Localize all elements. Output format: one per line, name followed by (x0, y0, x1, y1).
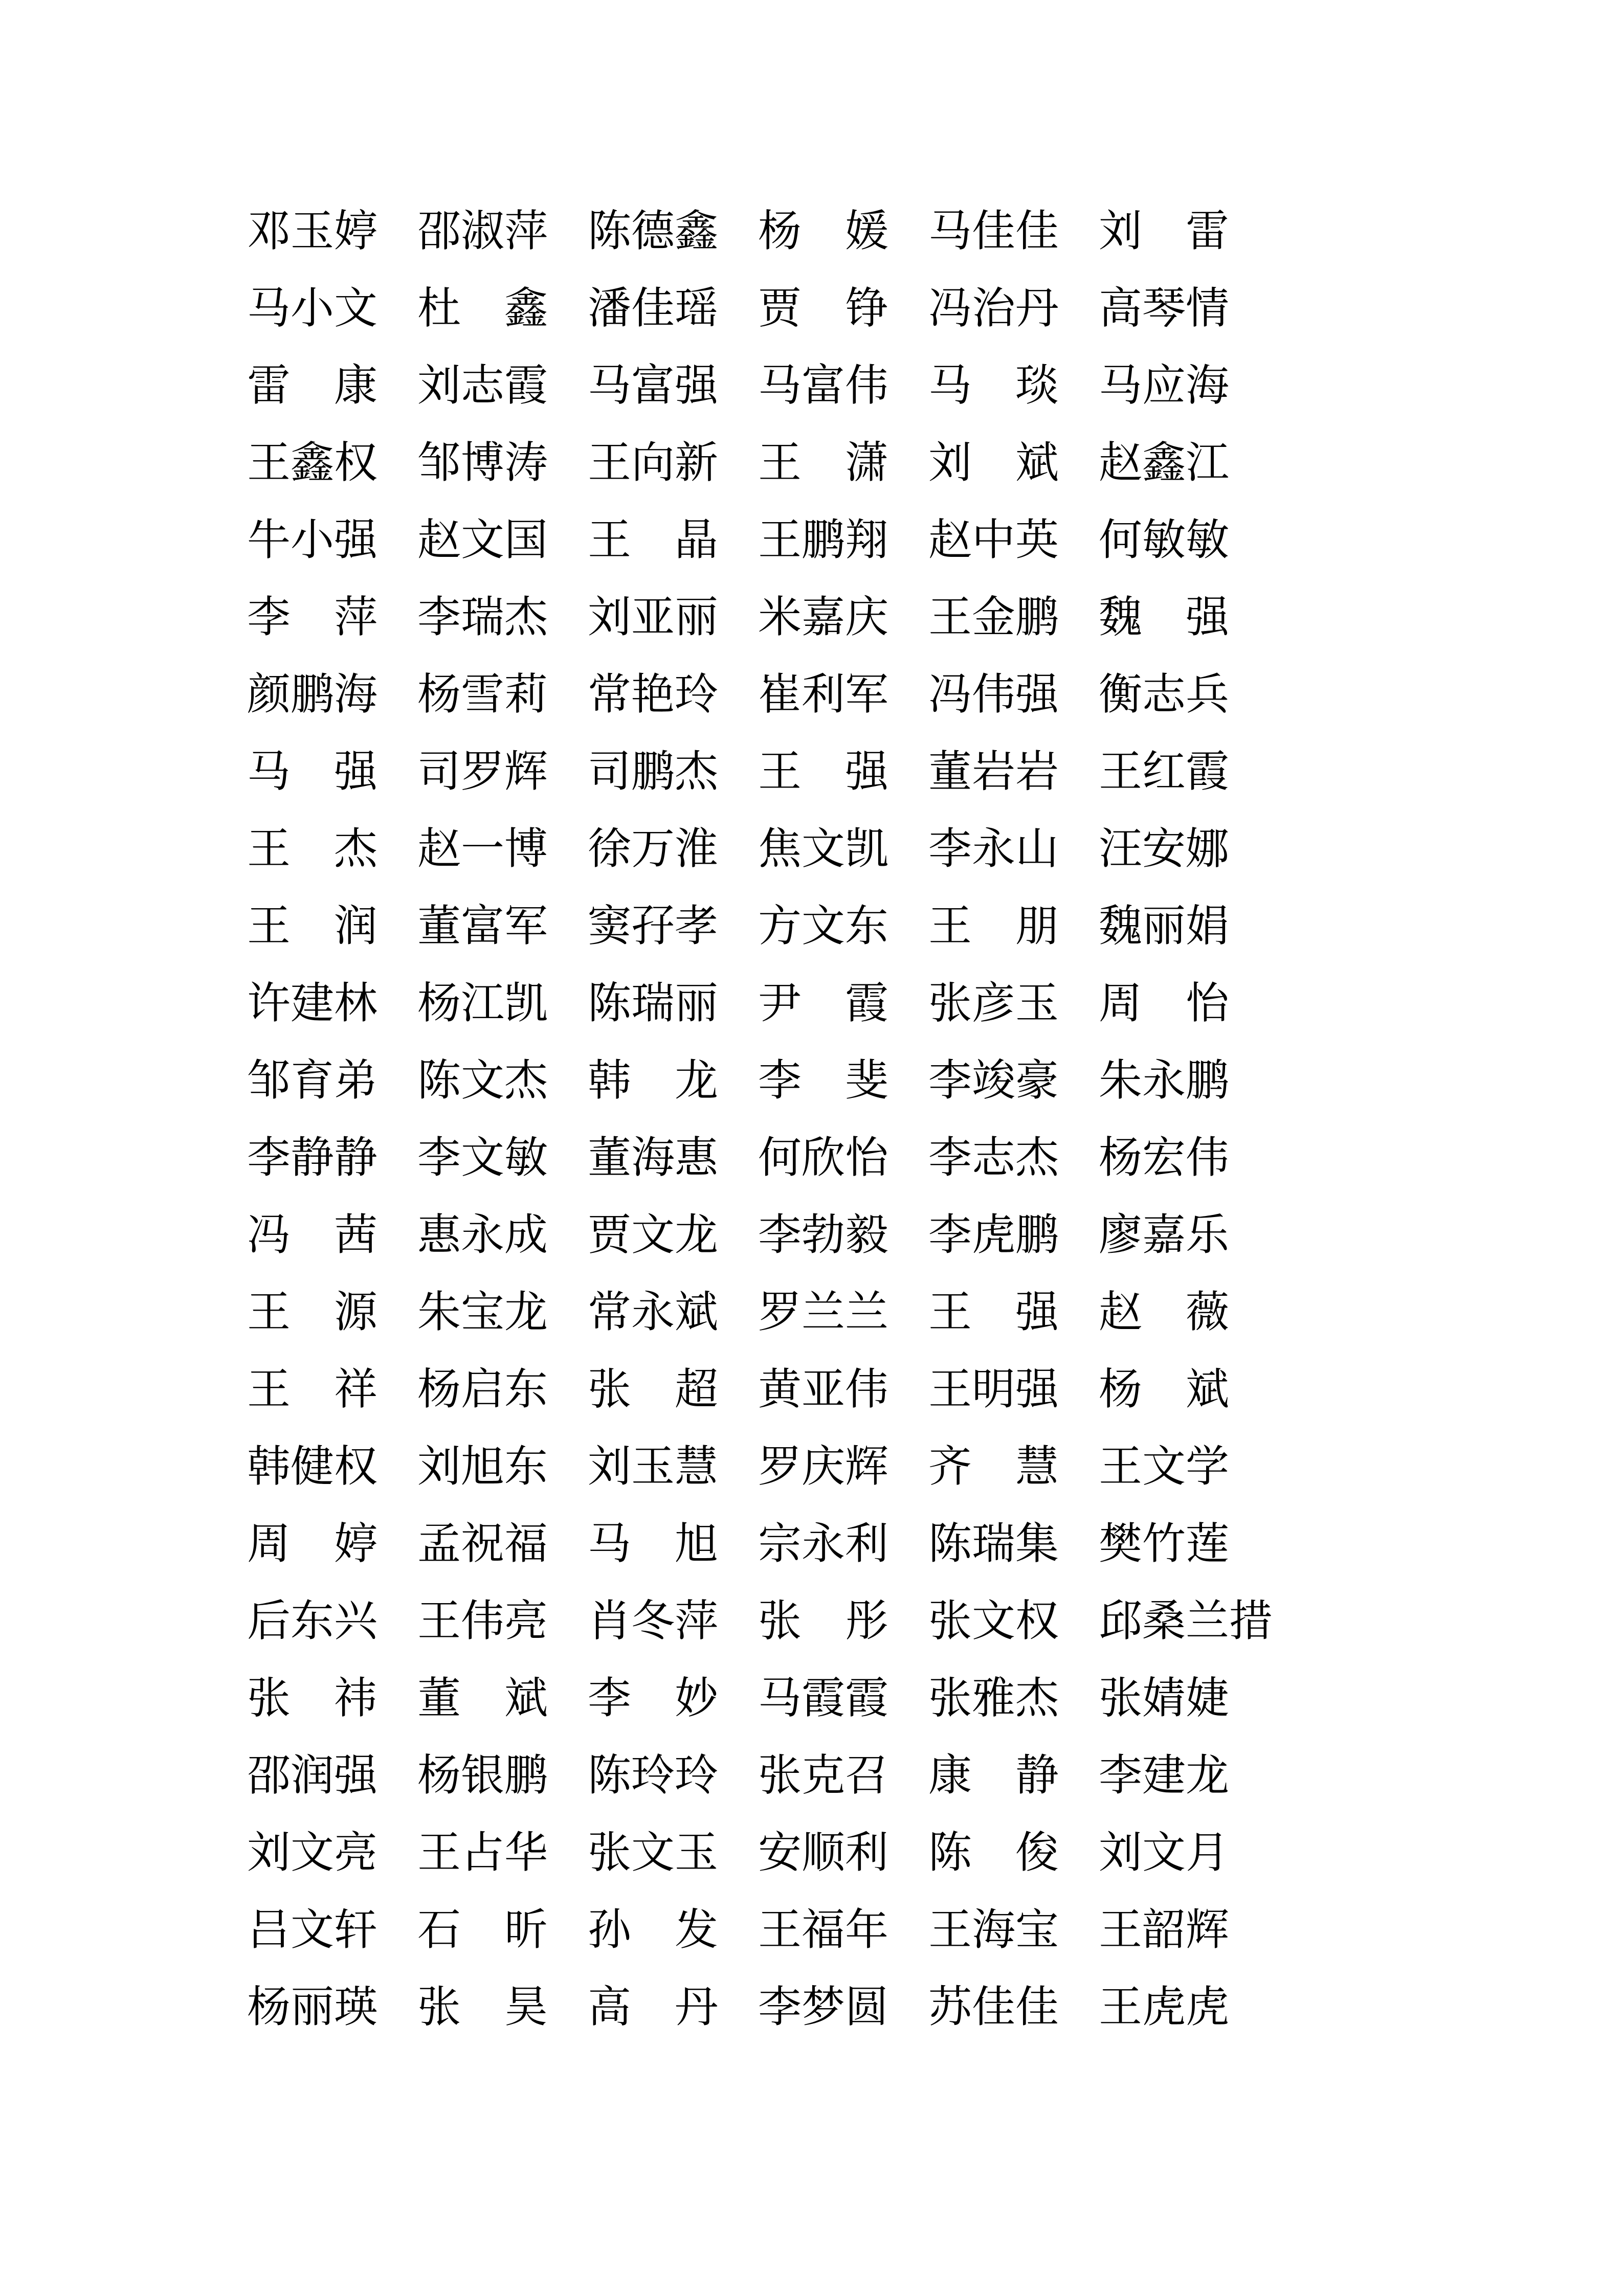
name-cell: 康 静 (928, 1752, 1059, 1800)
name-cell: 王明强 (928, 1366, 1059, 1414)
name-cell: 王 晶 (588, 516, 719, 565)
name-cell: 董岩岩 (928, 748, 1059, 796)
name-cell: 马 强 (247, 748, 378, 796)
name-cell: 张彦玉 (928, 980, 1059, 1028)
name-cell: 刘文月 (1099, 1829, 1230, 1877)
name-cell: 张雅杰 (928, 1675, 1059, 1723)
name-cell: 吕文轩 (247, 1906, 378, 1954)
name-cell: 刘亚丽 (588, 594, 719, 642)
name-cell: 雷 康 (247, 362, 378, 410)
name-cell: 陈 俊 (928, 1829, 1059, 1877)
name-cell: 张文权 (928, 1597, 1059, 1646)
name-cell: 焦文凯 (758, 825, 889, 873)
name-cell: 刘 雷 (1099, 208, 1230, 256)
name-cell: 董海惠 (588, 1134, 719, 1182)
name-cell: 司罗辉 (417, 748, 548, 796)
name-cell: 李虎鹏 (928, 1211, 1059, 1259)
name-cell: 潘佳瑶 (588, 285, 719, 333)
name-cell: 王 朋 (928, 903, 1059, 951)
name-cell: 汪安娜 (1099, 825, 1230, 873)
name-cell: 常艳玲 (588, 671, 719, 719)
name-cell: 韩健权 (247, 1443, 378, 1491)
name-cell: 安顺利 (758, 1829, 889, 1877)
name-cell: 张 超 (588, 1366, 719, 1414)
name-cell: 张克召 (758, 1752, 889, 1800)
name-cell: 陈文杰 (417, 1057, 548, 1105)
name-cell: 孟祝福 (417, 1520, 548, 1568)
name-cell: 王鹏翔 (758, 516, 889, 565)
name-cell: 邹育弟 (247, 1057, 378, 1105)
name-cell: 马富伟 (758, 362, 889, 410)
name-cell: 刘 斌 (928, 439, 1059, 487)
name-cell: 陈德鑫 (588, 208, 719, 256)
name-cell: 贾 铮 (758, 285, 889, 333)
name-cell: 贾文龙 (588, 1211, 719, 1259)
name-cell: 董 斌 (417, 1675, 548, 1723)
name-cell: 李竣豪 (928, 1057, 1059, 1105)
name-cell: 刘玉慧 (588, 1443, 719, 1491)
name-cell: 司鹏杰 (588, 748, 719, 796)
name-cell: 衡志兵 (1099, 671, 1230, 719)
name-cell: 米嘉庆 (758, 594, 889, 642)
name-cell: 王虎虎 (1099, 1984, 1230, 2032)
name-cell: 王伟亮 (417, 1597, 548, 1646)
name-cell: 马佳佳 (928, 208, 1059, 256)
name-cell: 张文玉 (588, 1829, 719, 1877)
name-cell: 张婧婕 (1099, 1675, 1230, 1723)
name-cell: 方文东 (758, 903, 889, 951)
name-grid (247, 193, 1273, 2046)
name-cell: 李静静 (247, 1134, 378, 1182)
name-cell: 赵 薇 (1099, 1289, 1230, 1337)
name-cell: 董富军 (417, 903, 548, 951)
name-cell: 陈瑞丽 (588, 980, 719, 1028)
name-cell: 冯 茜 (247, 1211, 378, 1259)
name-cell: 李永山 (928, 825, 1059, 873)
name-cell: 李勃毅 (758, 1211, 889, 1259)
name-cell: 杨雪莉 (417, 671, 548, 719)
name-cell: 陈玲玲 (588, 1752, 719, 1800)
name-cell: 赵文国 (417, 516, 548, 565)
name-cell: 王 潇 (758, 439, 889, 487)
name-cell: 王 杰 (247, 825, 378, 873)
name-cell: 周 婷 (247, 1520, 378, 1568)
name-cell: 杜 鑫 (417, 285, 548, 333)
name-cell: 王韶辉 (1099, 1906, 1230, 1954)
name-cell: 邵淑萍 (417, 208, 548, 256)
name-cell: 王金鹏 (928, 594, 1059, 642)
name-cell: 邹博涛 (417, 439, 548, 487)
name-cell: 刘文亮 (247, 1829, 378, 1877)
name-cell: 刘旭东 (417, 1443, 548, 1491)
name-cell: 肖冬萍 (588, 1597, 719, 1646)
name-cell: 樊竹莲 (1099, 1520, 1230, 1568)
name-cell: 王 润 (247, 903, 378, 951)
name-cell: 赵一博 (417, 825, 548, 873)
name-cell: 王 强 (758, 748, 889, 796)
name-cell: 李 妙 (588, 1675, 719, 1723)
name-cell: 孙 发 (588, 1906, 719, 1954)
name-cell: 惠永成 (417, 1211, 548, 1259)
name-cell: 苏佳佳 (928, 1984, 1059, 2032)
name-cell: 王福年 (758, 1906, 889, 1954)
name-cell: 王向新 (588, 439, 719, 487)
name-cell: 魏丽娟 (1099, 903, 1230, 951)
name-cell: 马富强 (588, 362, 719, 410)
name-cell: 李建龙 (1099, 1752, 1230, 1800)
name-cell: 王鑫权 (247, 439, 378, 487)
name-cell: 马应海 (1099, 362, 1230, 410)
name-cell: 杨丽瑛 (247, 1984, 378, 2032)
name-cell: 刘志霞 (417, 362, 548, 410)
name-cell: 杨 媛 (758, 208, 889, 256)
name-cell: 马小文 (247, 285, 378, 333)
name-cell: 李 斐 (758, 1057, 889, 1105)
name-cell: 王 祥 (247, 1366, 378, 1414)
name-cell: 冯伟强 (928, 671, 1059, 719)
name-cell: 许建林 (247, 980, 378, 1028)
name-cell: 高 丹 (588, 1984, 719, 2032)
name-cell: 李志杰 (928, 1134, 1059, 1182)
name-cell: 徐万淮 (588, 825, 719, 873)
name-cell: 邵润强 (247, 1752, 378, 1800)
name-cell: 杨银鹏 (417, 1752, 548, 1800)
name-cell: 王 强 (928, 1289, 1059, 1337)
name-cell: 朱宝龙 (417, 1289, 548, 1337)
name-cell: 王海宝 (928, 1906, 1059, 1954)
name-cell: 冯治丹 (928, 285, 1059, 333)
name-cell: 何敏敏 (1099, 516, 1230, 565)
name-cell: 王文学 (1099, 1443, 1230, 1491)
name-cell: 周 怡 (1099, 980, 1230, 1028)
name-cell: 朱永鹏 (1099, 1057, 1230, 1105)
name-cell: 韩 龙 (588, 1057, 719, 1105)
name-cell: 石 昕 (417, 1906, 548, 1954)
name-cell: 杨启东 (417, 1366, 548, 1414)
name-cell: 李 萍 (247, 594, 378, 642)
name-cell: 杨宏伟 (1099, 1134, 1230, 1182)
name-cell: 杨 斌 (1099, 1366, 1230, 1414)
name-cell: 王 源 (247, 1289, 378, 1337)
name-cell: 尹 霞 (758, 980, 889, 1028)
name-cell: 何欣怡 (758, 1134, 889, 1182)
name-cell: 陈瑞集 (928, 1520, 1059, 1568)
name-cell: 马 旭 (588, 1520, 719, 1568)
name-cell: 窦孖孝 (588, 903, 719, 951)
name-cell: 黄亚伟 (758, 1366, 889, 1414)
name-cell: 马 琰 (928, 362, 1059, 410)
name-cell: 邓玉婷 (247, 208, 378, 256)
name-cell: 高琴情 (1099, 285, 1230, 333)
name-cell: 崔利军 (758, 671, 889, 719)
name-cell: 赵鑫江 (1099, 439, 1230, 487)
name-cell: 赵中英 (928, 516, 1059, 565)
name-cell: 罗兰兰 (758, 1289, 889, 1337)
name-cell: 李文敏 (417, 1134, 548, 1182)
name-cell: 张 彤 (758, 1597, 889, 1646)
name-cell: 廖嘉乐 (1099, 1211, 1230, 1259)
name-cell: 颜鹏海 (247, 671, 378, 719)
name-cell: 李梦圆 (758, 1984, 889, 2032)
name-cell: 张 祎 (247, 1675, 378, 1723)
name-cell: 马霞霞 (758, 1675, 889, 1723)
name-cell: 魏 强 (1099, 594, 1230, 642)
name-cell: 罗庆辉 (758, 1443, 889, 1491)
name-cell: 王红霞 (1099, 748, 1230, 796)
name-cell: 张 昊 (417, 1984, 548, 2032)
name-cell: 齐 慧 (928, 1443, 1059, 1491)
name-cell: 常永斌 (588, 1289, 719, 1337)
name-cell: 李瑞杰 (417, 594, 548, 642)
name-cell: 宗永利 (758, 1520, 889, 1568)
name-cell: 杨江凯 (417, 980, 548, 1028)
name-cell: 后东兴 (247, 1597, 378, 1646)
name-cell: 王占华 (417, 1829, 548, 1877)
name-cell: 牛小强 (247, 516, 378, 565)
name-cell: 邱桑兰措 (1099, 1597, 1273, 1646)
